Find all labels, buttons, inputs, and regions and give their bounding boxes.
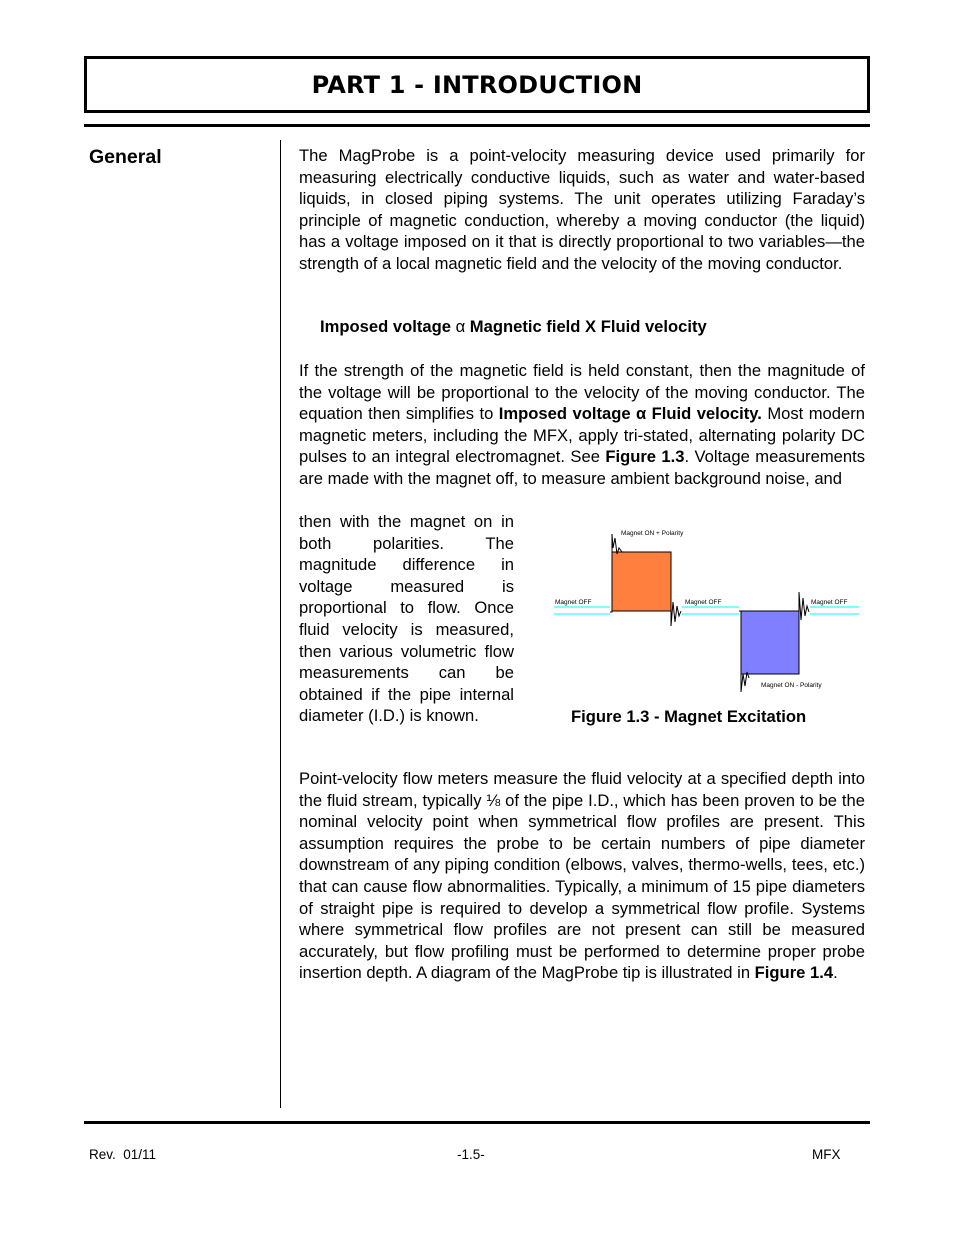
positive-pulse [612, 552, 671, 611]
p2-text-3: . Voltage measurements are made with the magnet off, to measure ambient background noise, and [299, 447, 866, 488]
p3-text-2: . [833, 963, 838, 983]
p2-bold-1: Imposed voltage α Fluid velocity. [498, 404, 762, 424]
spike-fall [671, 602, 681, 626]
baseline-off-1 [554, 607, 610, 614]
footer-revision: Rev. 01/11 [89, 1147, 157, 1162]
p2-text-1: If the strength of the magnetic field is held constant, then the magnitude of the voltage will be proportional to the velocity of the moving conductor. The equation then simplifies to [299, 361, 865, 424]
paragraph-point-velocity [299, 768, 865, 984]
label-on-negative: Magnet ON - Polarity [761, 682, 822, 689]
baseline-off-3 [810, 607, 859, 614]
paragraph-equation [299, 360, 865, 490]
label-on-positive: Magnet ON + Polarity [621, 530, 684, 537]
formula-left: Imposed voltage [320, 317, 451, 336]
figure-reference-1-4: Figure 1.4 [754, 963, 834, 983]
column-divider [280, 140, 281, 1108]
footer-product: MFX [812, 1147, 841, 1162]
spike-neg-rise [799, 592, 809, 674]
negative-pulse [741, 611, 799, 674]
formula-symbol: α [455, 317, 466, 336]
label-off-1: Magnet OFF [555, 599, 592, 606]
formula [320, 317, 707, 337]
label-off-3: Magnet OFF [811, 599, 848, 606]
label-off-2: Magnet OFF [685, 599, 722, 606]
title-box [84, 56, 870, 113]
paragraph-intro: The MagProbe is a point-velocity measuring device used primarily for measuring electrically conductive liquids, such as water and water-based liquids, in closed piping systems. The unit operates utilizing Faraday’s principle of magnetic conduction, whereby a moving conductor (the liquid) has a voltage imposed on it that is directly proportional to two variables—the strength of a local magnetic field and the velocity of the moving conductor. [299, 146, 865, 273]
section-heading: General [89, 146, 162, 168]
magnet-excitation-figure [552, 524, 862, 694]
paragraph-polarity: then with the magnet on in both polarities. The magnitude difference in voltage measured is proportional to flow. Once fluid velocity is measured, then various volumetric flow measurements can be obtained if the pipe internal diameter (I.D.) is known. [299, 512, 514, 726]
p3-text-1: Point-velocity flow meters measure the fluid velocity at a specified depth into the fluid stream, typically ⅛ of the pipe I.D., which has been proven to be the nominal velocity point when symmetrical flow profiles are present. This assumption requires the probe to be certain numbers of pipe diameter downstream of any piping condition (elbows, valves, thermo-wells, tees, etc.) that can cause flow abnormalities. Typically, a minimum of 15 pipe diameters of straight pipe is required to develop a symmetrical flow profile. Systems where symmetrical flow profiles are not present can still be measured accurately, but flow profiling must be performed to determine proper probe insertion depth. A diagram of the MagProbe tip is illustrated in [299, 769, 865, 983]
page-title: PART 1 - INTRODUCTION [311, 70, 643, 99]
formula-right: Magnetic field X Fluid velocity [469, 317, 707, 336]
figure-caption: Figure 1.3 - Magnet Excitation [571, 707, 807, 726]
figure-reference: Figure 1.3 [605, 447, 685, 467]
bottom-divider [84, 1121, 870, 1124]
waveform-diagram [552, 524, 862, 694]
footer-page-number: -1.5- [457, 1147, 485, 1162]
top-divider [84, 124, 870, 127]
p2-text-2: Most modern magnetic meters, including the MFX, apply tri-stated, alternating polarity DC pulses to an integral electromagnet. See [299, 404, 865, 467]
baseline-off-2 [682, 607, 739, 614]
